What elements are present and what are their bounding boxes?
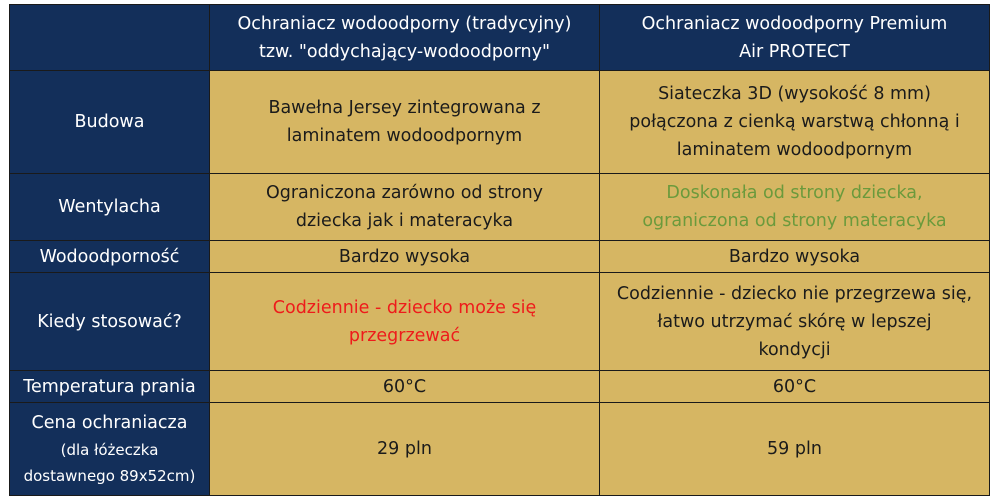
cell-line: laminatem wodoodpornym [286,126,523,146]
row-cell-col1 [210,371,600,403]
row-cell-col1 [210,403,600,496]
cell-line: połączona z cienką warstwą chłonną i [629,112,960,132]
row-cell-col2 [600,71,990,174]
row-label [10,403,210,496]
header-empty-cell [10,5,210,71]
row-label: Temperatura prania [10,371,210,403]
comparison-table [9,4,990,496]
row-label-line: Cena ochraniacza [31,413,188,433]
row-cell-col2 [600,273,990,371]
cell-line: Bardzo wysoka [728,246,861,267]
table-row [10,403,990,496]
cell-line: 60°C [772,376,817,397]
row-cell-col2 [600,403,990,496]
row-label: Kiedy stosować? [10,273,210,371]
table-row [10,273,990,371]
cell-line: łatwo utrzymać skórę w lepszej [657,311,932,332]
cell-line: Bawełna Jersey zintegrowana z [268,98,541,118]
row-cell-col2 [600,174,990,241]
row-label: Budowa [10,71,210,174]
row-cell-col1 [210,241,600,273]
header-col2 [600,5,990,71]
cell-line: dziecka jak i materacyka [295,211,514,231]
table-row [10,241,990,273]
header-col1 [210,5,600,71]
cell-line: Siateczka 3D (wysokość 8 mm) [658,84,931,104]
cell-line: Ograniczona zarówno od strony [265,183,544,203]
cell-line: Codziennie - dziecko może się [272,297,537,318]
row-cell-col1 [210,273,600,371]
cell-line: 59 pln [767,439,822,459]
row-cell-col2 [600,371,990,403]
header-col1-line: tzw. "oddychający-wodoodporny" [258,41,551,62]
row-label: Wentylacha [10,174,210,241]
header-col1-line: Ochraniacz wodoodporny (tradycyjny) [237,13,572,34]
header-col2-line: Ochraniacz wodoodporny Premium [641,13,948,34]
row-label-line: dostawnego 89x52cm) [23,467,196,485]
row-cell-col1 [210,71,600,174]
row-cell-col2 [600,241,990,273]
cell-line: 29 pln [377,439,432,459]
cell-line: ograniczona od strony materacyka [642,211,947,231]
row-cell-col1 [210,174,600,241]
cell-line: Doskonała od strony dziecka, [666,183,923,203]
cell-line: Codziennie - dziecko nie przegrzewa się, [616,283,973,304]
cell-line: przegrzewać [348,325,461,346]
table-row [10,371,990,403]
cell-line: kondycji [758,339,831,360]
cell-line: 60°C [382,376,427,397]
header-row [10,5,990,71]
cell-line: laminatem wodoodpornym [676,140,913,160]
row-label: Wodoodporność [10,241,210,273]
table-row [10,174,990,241]
table-row [10,71,990,174]
header-col2-line: Air PROTECT [739,41,850,62]
cell-line: Bardzo wysoka [338,246,471,267]
row-label-line: (dla łóżeczka [60,441,159,459]
